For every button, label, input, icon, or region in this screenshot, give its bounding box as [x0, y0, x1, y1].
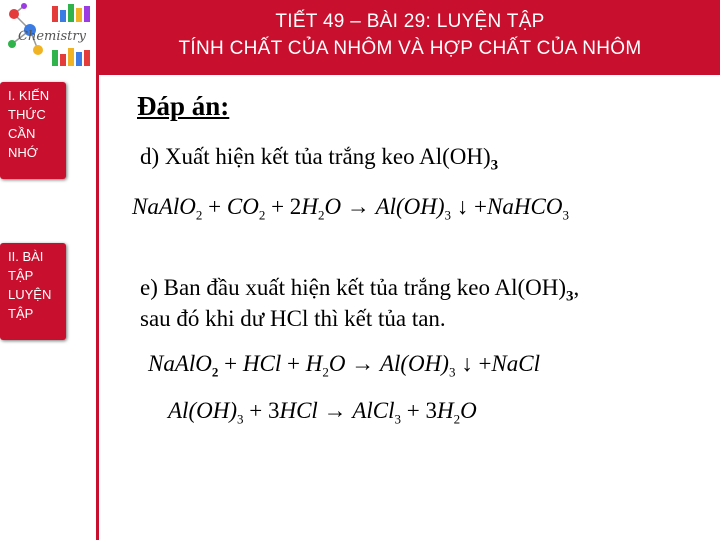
vertical-divider	[96, 75, 99, 540]
title-line-2: TÍNH CHẤT CỦA NHÔM VÀ HỢP CHẤT CỦA NHÔM	[178, 38, 642, 59]
precipitate-arrow-icon: ↓	[451, 194, 475, 219]
answer-d-subscript: 3	[490, 157, 499, 174]
sidebar-item-label: II. BÀI TẬP LUYỆN TẬP	[8, 249, 52, 321]
equation-3: $Al(OH)_3 + 3HCl$ → AlCl$_3$ + $3H_2O$	[168, 398, 477, 427]
answer-e-comma: ,	[573, 275, 580, 300]
answer-e-line-2: sau đó khi dư HCl thì kết tủa tan.	[140, 306, 446, 331]
chemistry-logo	[0, 0, 96, 75]
answer-e-line-1	[140, 275, 579, 306]
svg-text:Chemistry: Chemistry	[18, 29, 86, 44]
reaction-arrow-icon: →	[341, 194, 376, 219]
header-bar	[0, 0, 720, 75]
answer-e-body: e) Ban đầu xuất hiện kết tủa trắng keo Al(OH)	[140, 275, 567, 300]
equation-1: NaAlO$_2$ + $CO_2 + 2H_2O \to Al(OH)_3$ ↓ +NaHCO$_3$	[132, 194, 569, 223]
sidebar-item-bai-tap[interactable]	[0, 243, 66, 340]
reaction-arrow-icon: →	[345, 351, 380, 376]
sidebar-item-label: I. KIẾN THỨC CẦN NHỚ	[8, 88, 50, 160]
molecule-icon	[0, 0, 96, 75]
equation-2: NaAlO$_2$ + HCl + $H_2O \to Al(OH)_3$ ↓ +NaCl	[148, 351, 540, 380]
answer-heading: Đáp án:	[137, 91, 230, 121]
sidebar-item-kien-thuc[interactable]	[0, 82, 66, 179]
reaction-arrow-icon: →	[317, 398, 353, 423]
title-line-1: TIẾT 49 – BÀI 29: LUYỆN TẬP	[275, 11, 545, 32]
answer-d-body: d) Xuất hiện kết tủa trắng keo Al(OH)	[140, 144, 491, 169]
answer-e-subscript: 3	[566, 288, 574, 305]
answer-d-text	[140, 144, 498, 175]
page-title	[100, 8, 720, 62]
precipitate-arrow-icon: ↓	[455, 351, 479, 376]
